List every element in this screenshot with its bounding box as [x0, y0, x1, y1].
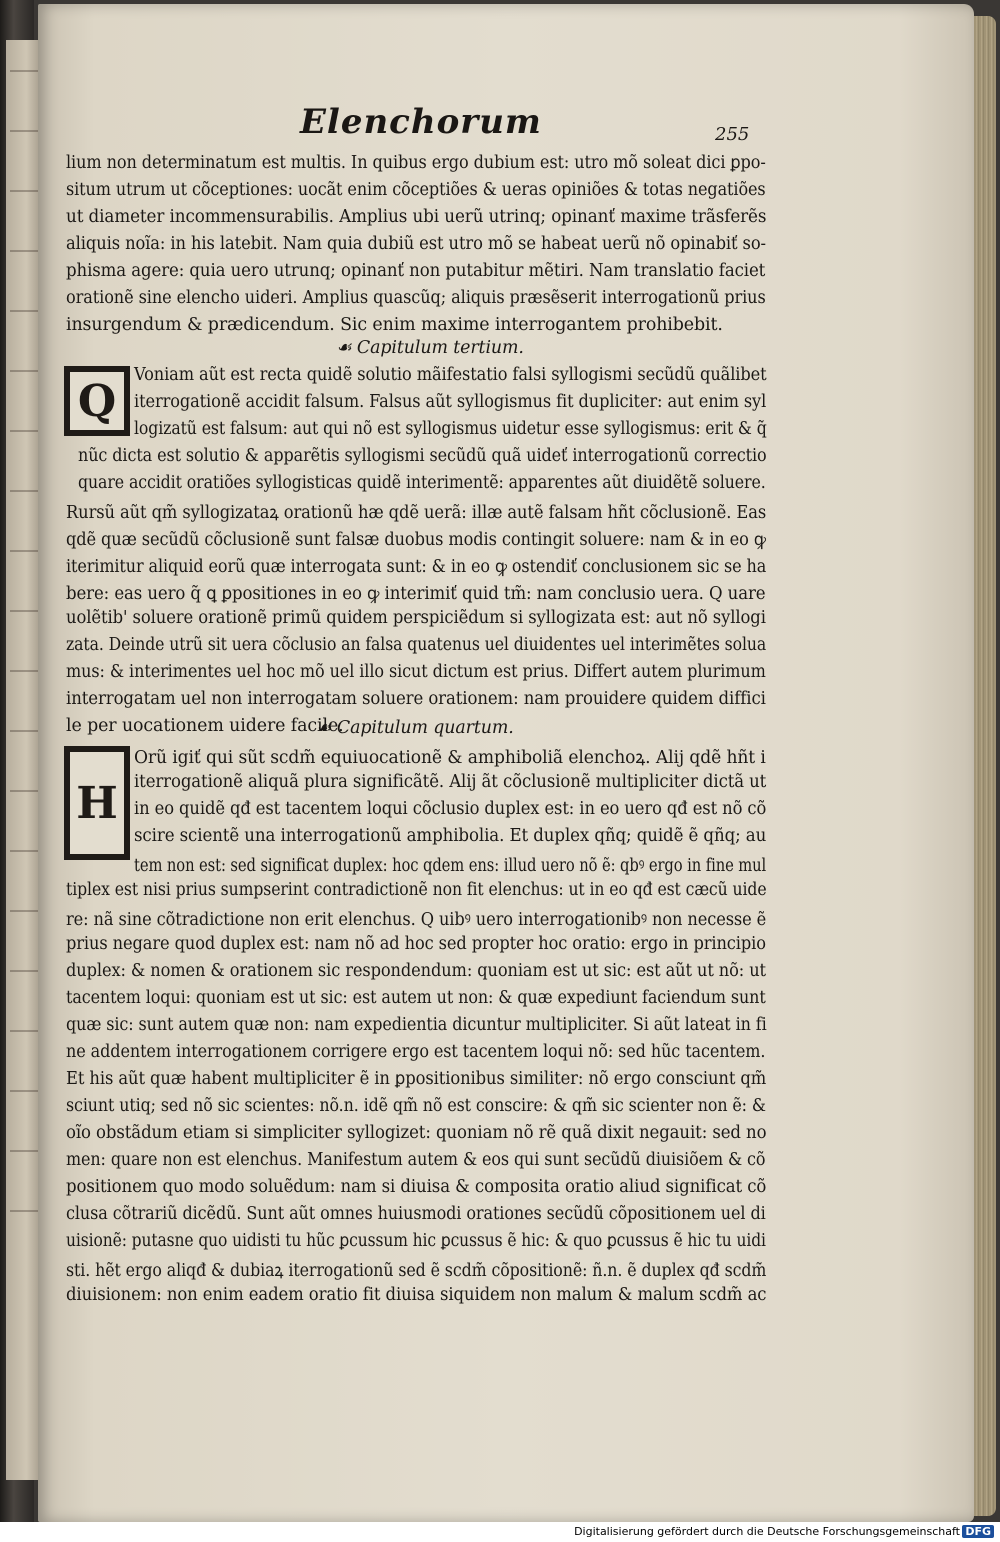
- text-line: tacentem loqui: quoniam est ut sic: est autem ut non: & quæ expediunt faciendum sunt: [66, 988, 766, 1008]
- text-line: Voniam aũt est recta quidẽ solutio mãifestatio falsi syllogismi secũdũ quãlibet: [134, 365, 767, 385]
- text-line: uisionẽ: putasne quo uidisti tu hũc ꝑcussum hic ꝑcussus ẽ hic: & quo ꝑcussus ẽ hic tu uidi: [66, 1231, 766, 1251]
- text-line: interrogatam uel non interrogatam soluere orationem: nam prouidere quidem diffici: [66, 689, 766, 709]
- text-line: zata. Deinde utrũ sit uera cõclusio an falsa quatenus uel diuidentes uel interimẽtes solua: [66, 635, 767, 655]
- text-line: nũc dicta est solutio & apparẽtis syllogismi secũdũ quã uideť interrogationũ correctio: [78, 446, 767, 466]
- text-line: qdẽ quæ secũdũ cõclusionẽ sunt falsæ duobus modis contingit soluere: nam & in eo ꝙ: [66, 530, 766, 550]
- text-line: le per uocationem uidere facile.: [66, 716, 344, 736]
- text-line: diuisionem: non enim eadem oratio fit diuisa siquidem non malum & malum scdm̃ ac: [66, 1285, 767, 1305]
- text-line: ut diameter incommensurabilis. Amplius ubi uerũ utrinq; opinanť maxime trãsferẽs: [66, 207, 767, 227]
- text-line: sciunt utiq; sed nõ sic scientes: nõ.n. idẽ qm̃ nõ est conscire: & qm̃ sic scienter non ẽ: &: [66, 1096, 766, 1116]
- text-line: Et his aũt quæ habent multipliciter ẽ in ꝑpositionibus similiter: nõ ergo consciunt qm̃: [66, 1069, 767, 1089]
- text-line: in eo quidẽ qđ est tacentem loqui cõclusio duplex est: in eo uero qđ est nõ cõ: [134, 799, 767, 819]
- chapter-heading: ☙ Capitulum tertium.: [336, 338, 524, 358]
- text-line: orationẽ sine elencho uideri. Amplius quascũq; aliquis præsẽserit interrogationũ prius: [66, 288, 766, 308]
- text-line: insurgendum & prædicendum. Sic enim maxime interrogantem prohibebit.: [66, 315, 723, 335]
- funding-credit: Digitalisierung gefördert durch die Deutsche Forschungsgemeinschaft: [574, 1525, 960, 1538]
- text-line: quæ sic: sunt autem quæ non: nam expedientia dicuntur multipliciter. Si aũt lateat in fi: [66, 1015, 767, 1035]
- text-line: uolẽtib' soluere orationẽ primũ quidem perspiciẽdum si syllogizata est: aut nõ syllogi: [66, 608, 766, 628]
- text-line: oĩo obstãdum etiam si simpliciter syllogizet: quoniam nõ rẽ quã dixit negauit: sed no: [66, 1123, 767, 1143]
- initial-letter: Q: [70, 372, 124, 430]
- dfg-logo: DFG: [962, 1525, 994, 1538]
- text-line: re: nã sine cõtradictione non erit elenchus. Q uibꝰ uero interrogationibꝰ non necesse ẽ: [66, 910, 767, 930]
- text-line: lium non determinatum est multis. In quibus ergo dubium est: utro mõ soleat dici ꝑpo-: [66, 153, 766, 173]
- text-line: iterimitur aliquid eorũ quæ interrogata sunt: & in eo ꝙ ostendiť conclusionem sic se ha: [66, 557, 767, 577]
- text-line: phisma agere: quia uero utrunq; opinanť non putabitur mẽtiri. Nam translatio faciet: [66, 261, 766, 281]
- running-title: Elenchorum: [300, 102, 542, 142]
- text-line: bere: eas uero q̃ ꝗ ꝑpositiones in eo ꝙ interimiť quid tm̃: nam conclusio uera. Q uare: [66, 584, 766, 604]
- text-line: Rursũ aũt qm̃ syllogizataꝝ orationũ hæ qdẽ uerã: illæ autẽ falsam hñt cõclusionẽ. Eas: [66, 503, 767, 523]
- footer-bar: [0, 1522, 1000, 1542]
- folio-number: 255: [715, 124, 750, 145]
- text-line: men: quare non est elenchus. Manifestum autem & eos qui sunt secũdũ diuisiõem & cõ: [66, 1150, 766, 1170]
- initial-letter: H: [70, 752, 124, 854]
- chapter-heading: ☙ Capitulum quartum.: [316, 718, 514, 738]
- text-line: logizatũ est falsum: aut qui nõ est syllogismus uidetur esse syllogismus: erit & q̃: [134, 419, 767, 439]
- text-line: clusa cõtrariũ dicẽdũ. Sunt aũt omnes huiusmodi orationes secũdũ cõpositionem uel di: [66, 1204, 766, 1224]
- text-line: Orũ igiť qui sũt scdm̃ equiuocationẽ & amphiboliã elenchoꝝ. Alij qdẽ hñt i: [134, 748, 766, 768]
- text-line: aliquis noĩa: in his latebit. Nam quia dubiũ est utro mõ se habeat uerũ nõ opinabiť so-: [66, 234, 766, 254]
- decorated-initial-q: [64, 366, 130, 436]
- text-line: iterrogationẽ accidit falsum. Falsus aũt syllogismus fit dupliciter: aut enim syl: [134, 392, 767, 412]
- text-line: scire scientẽ una interrogationũ amphibolia. Et duplex qñq; quidẽ ẽ qñq; au: [134, 826, 767, 846]
- text-line: duplex: & nomen & orationem sic respondendum: quoniam est ut sic: est aũt ut nõ: ut: [66, 961, 766, 981]
- text-line: tiplex est nisi prius sumpserint contradictionẽ non fit elenchus: ut in eo qđ est cæcũ uide: [66, 880, 767, 900]
- text-line: prius negare quod duplex est: nam nõ ad hoc sed propter hoc oratio: ergo in principio: [66, 934, 766, 954]
- text-line: sti. hẽt ergo aliqđ & dubiaꝝ iterrogationũ sed ẽ scdm̃ cõpositionẽ: ñ.n. ẽ duplex qđ scdm̃: [66, 1261, 767, 1281]
- text-line: positionem quo modo soluẽdum: nam si diuisa & composita oratio aliud significat cõ: [66, 1177, 767, 1197]
- text-line: tem non est: sed significat duplex: hoc qdem ens: illud uero nõ ẽ: qbꝰ ergo in fine mul: [134, 856, 767, 876]
- text-line: ne addentem interrogationem corrigere ergo est tacentem loqui nõ: sed hũc tacentem.: [66, 1042, 766, 1062]
- text-line: mus: & interimentes uel hoc mõ uel illo sicut dictum est prius. Differt autem plurimum: [66, 662, 766, 682]
- decorated-initial-h: [64, 746, 130, 860]
- facing-page-edge: [6, 40, 41, 1480]
- text-line: quare accidit oratiões syllogisticas quidẽ interimentẽ: apparentes aũt diuidẽtẽ soluere.: [78, 473, 766, 493]
- text-line: iterrogationẽ aliquã plura significãtẽ. Alij ãt cõclusionẽ multipliciter dictã ut: [134, 772, 767, 792]
- text-line: situm utrum ut cõceptiones: uocãt enim cõceptiões & ueras opiniões & totas negatiões: [66, 180, 766, 200]
